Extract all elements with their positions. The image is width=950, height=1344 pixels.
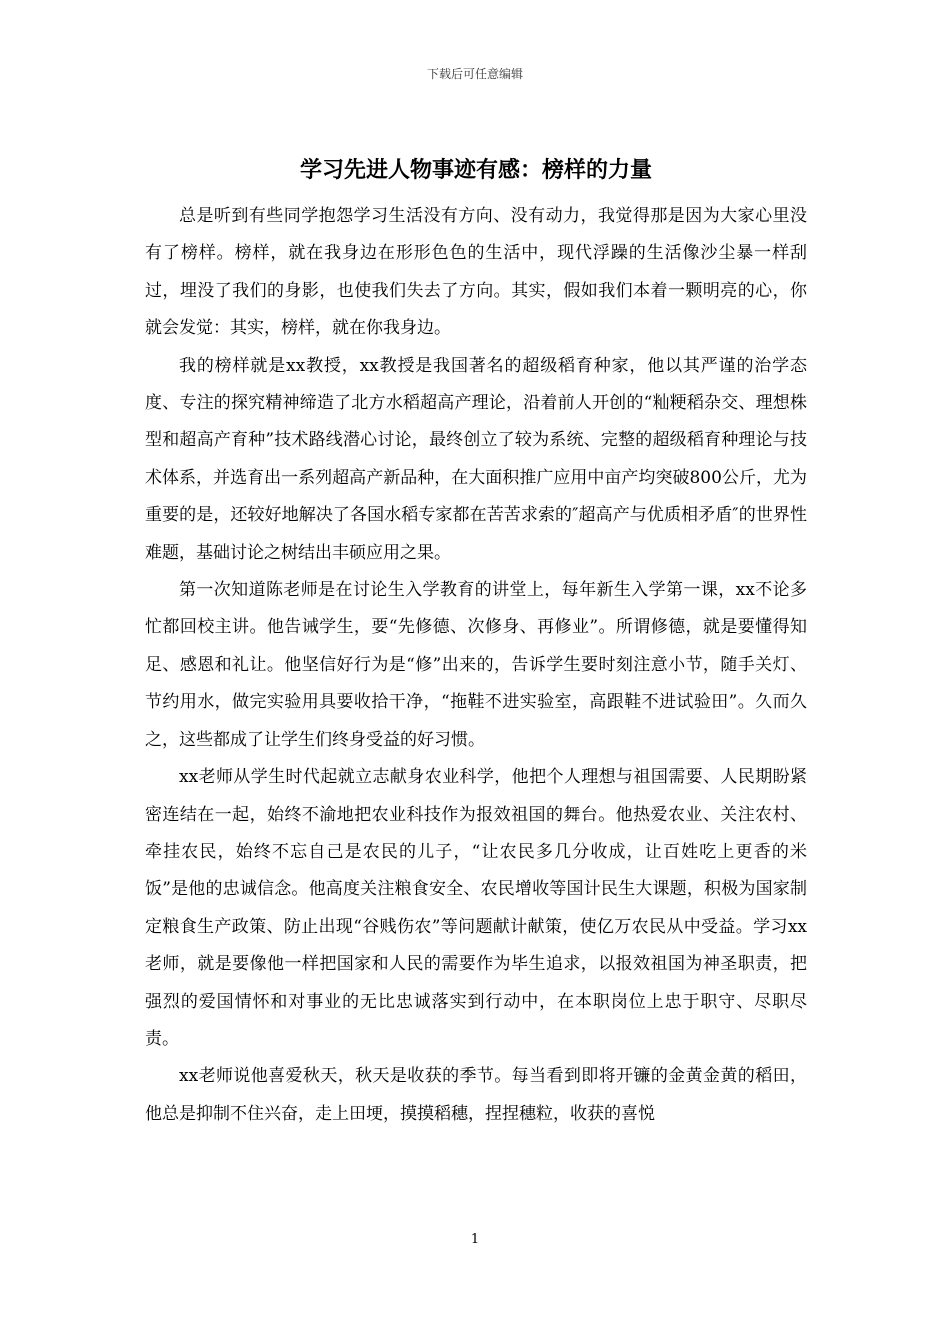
document-body xyxy=(145,198,807,1133)
header-note: 下载后可任意编辑 xyxy=(426,67,523,81)
paragraph: 我的榜样就是xx教授，xx教授是我国著名的超级稻育种家，他以其严谨的治学态度、专注的探究精神缔造了北方水稻超高产理论，沿着前人开创的“籼粳稻杂交、理想株型和超高产育种”技术路线潜心讨论，最终创立了较为系统、完整的超级稻育种理论与技术体系，并选育出一系列超高产新品种，在大面积推广应用中亩产均突破800公斤，尤为重要的是，还较好地解决了各国水稻专家都在苦苦求索的″超高产与优质相矛盾″的世界性难题，基础讨论之树结出丰硕应用之果。 xyxy=(145,355,807,563)
paragraph: 总是听到有些同学抱怨学习生活没有方向、没有动力，我觉得那是因为大家心里没有了榜样。榜样，就在我身边在形形色色的生活中，现代浮躁的生活像沙尘暴一样刮过，埋没了我们的身影，也使我们失去了方向。其实，假如我们本着一颗明亮的心，你就会发觉：其实，榜样，就在你我身边。 xyxy=(145,206,807,339)
paragraph: xx老师从学生时代起就立志献身农业科学，他把个人理想与祖国需要、人民期盼紧密连结在一起，始终不渝地把农业科技作为报效祖国的舞台。他热爱农业、关注农村、牵挂农民，始终不忘自己是农民的儿子，“让农民多几分收成，让百姓吃上更香的米饭”是他的忠诚信念。他高度关注粮食安全、农民增收等国计民生大课题，积极为国家制定粮食生产政策、防止出现“谷贱伤农”等问题献计献策，使亿万农民从中受益。学习xx老师，就是要像他一样把国家和人民的需要作为毕生追求，以报效祖国为神圣职责，把强烈的爱国情怀和对事业的无比忠诚落实到行动中，在本职岗位上忠于职守、尽职尽责。 xyxy=(145,767,807,1049)
document-title: 学习先进人物事迹有感：榜样的力量 xyxy=(299,157,652,183)
paragraph: 第一次知道陈老师是在讨论生入学教育的讲堂上，每年新生入学第一课，xx不论多忙都回校主讲。他告诫学生，要“先修德、次修身、再修业”。所谓修德，就是要懂得知足、感恩和礼让。他坚信好行为是“修”出来的，告诉学生要时刻注意小节，随手关灯、节约用水，做完实验用具要收拾干净，“拖鞋不进实验室，高跟鞋不进试验田”。久而久之，这些都成了让学生们终身受益的好习惯。 xyxy=(145,580,807,750)
page-number: 1 xyxy=(470,1232,480,1247)
paragraph: xx老师说他喜爱秋天，秋天是收获的季节。每当看到即将开镰的金黄金黄的稻田，他总是抑制不住兴奋，走上田埂，摸摸稻穗，捏捏穗粒，收获的喜悦 xyxy=(145,1066,807,1124)
